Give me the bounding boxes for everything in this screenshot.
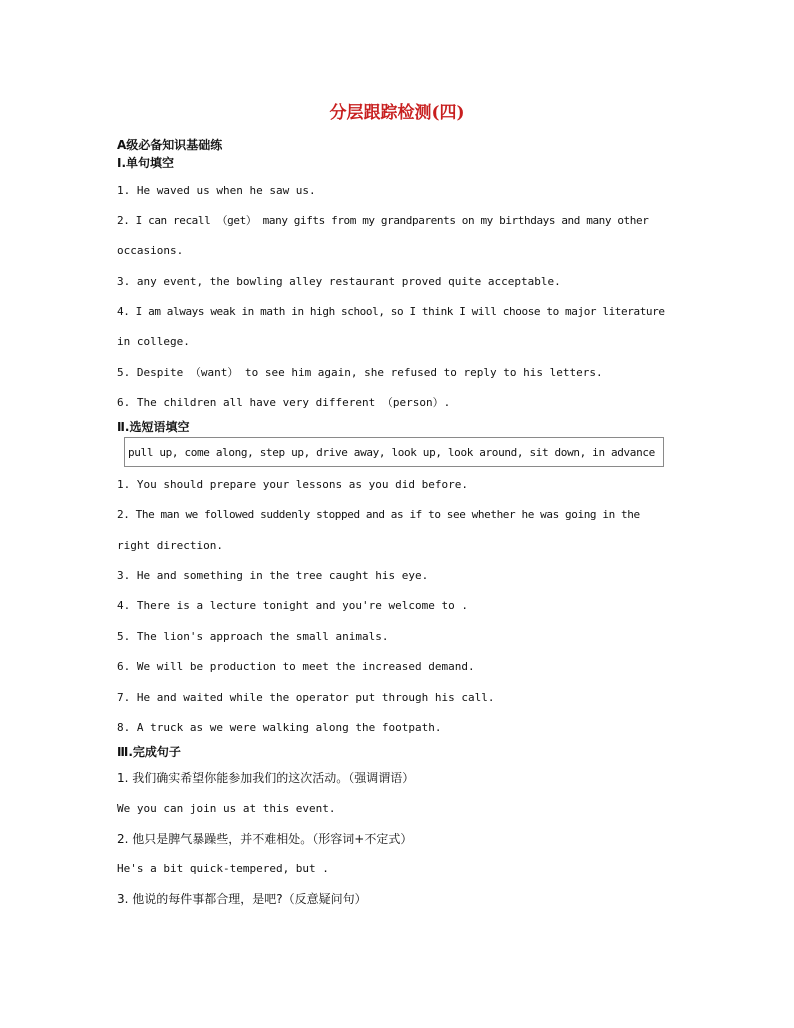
question-line: 8. A truck as we were walking along the footpath. xyxy=(117,721,442,734)
question-line: 5. The lion's approach the small animals. xyxy=(117,630,389,643)
answer-line: He's a bit quick-tempered, but . xyxy=(117,862,329,875)
section-heading-complete-sentences: Ⅲ.完成句子 xyxy=(117,745,181,759)
question-line: 1. 我们确实希望你能参加我们的这次活动。（强调谓语） xyxy=(117,771,415,785)
question-line: 3. 他说的每件事都合理，是吧?（反意疑问句） xyxy=(117,892,367,906)
question-line: 2. I can recall （get） many gifts from my grandparents on my birthdays and many other xyxy=(117,214,649,227)
question-line: 1. He waved us when he saw us. xyxy=(117,184,316,197)
question-line: in college. xyxy=(117,335,190,348)
question-line: 6. We will be production to meet the increased demand. xyxy=(117,660,475,673)
question-line: right direction. xyxy=(117,539,223,552)
question-line: 2. The man we followed suddenly stopped and as if to see whether he was going in the xyxy=(117,508,640,521)
question-line: 3. any event, the bowling alley restaurant proved quite acceptable. xyxy=(117,275,561,288)
level-heading: A级必备知识基础练 xyxy=(117,138,223,152)
question-line: 3. He and something in the tree caught his eye. xyxy=(117,569,429,582)
question-line: 7. He and waited while the operator put through his call. xyxy=(117,691,495,704)
section-heading-single-fill: Ⅰ.单句填空 xyxy=(117,156,175,170)
question-line: 5. Despite （want） to see him again, she refused to reply to his letters. xyxy=(117,366,603,379)
page-title: 分层跟踪检测(四) xyxy=(329,103,465,123)
question-line: occasions. xyxy=(117,244,184,257)
question-line: 4. There is a lecture tonight and you're welcome to . xyxy=(117,599,468,612)
section-heading-phrase-fill: Ⅱ.选短语填空 xyxy=(117,420,190,434)
answer-line: We you can join us at this event. xyxy=(117,802,336,815)
question-line: 1. You should prepare your lessons as you did before. xyxy=(117,478,468,491)
question-line: 6. The children all have very different （person）. xyxy=(117,396,451,409)
question-line: 2. 他只是脾气暴躁些，并不难相处。（形容词+不定式） xyxy=(117,832,413,846)
question-line: 4. I am always weak in math in high school, so I think I will choose to major literature xyxy=(117,305,665,318)
phrase-bank-box: pull up, come along, step up, drive away, look up, look around, sit down, in advance xyxy=(124,437,664,467)
